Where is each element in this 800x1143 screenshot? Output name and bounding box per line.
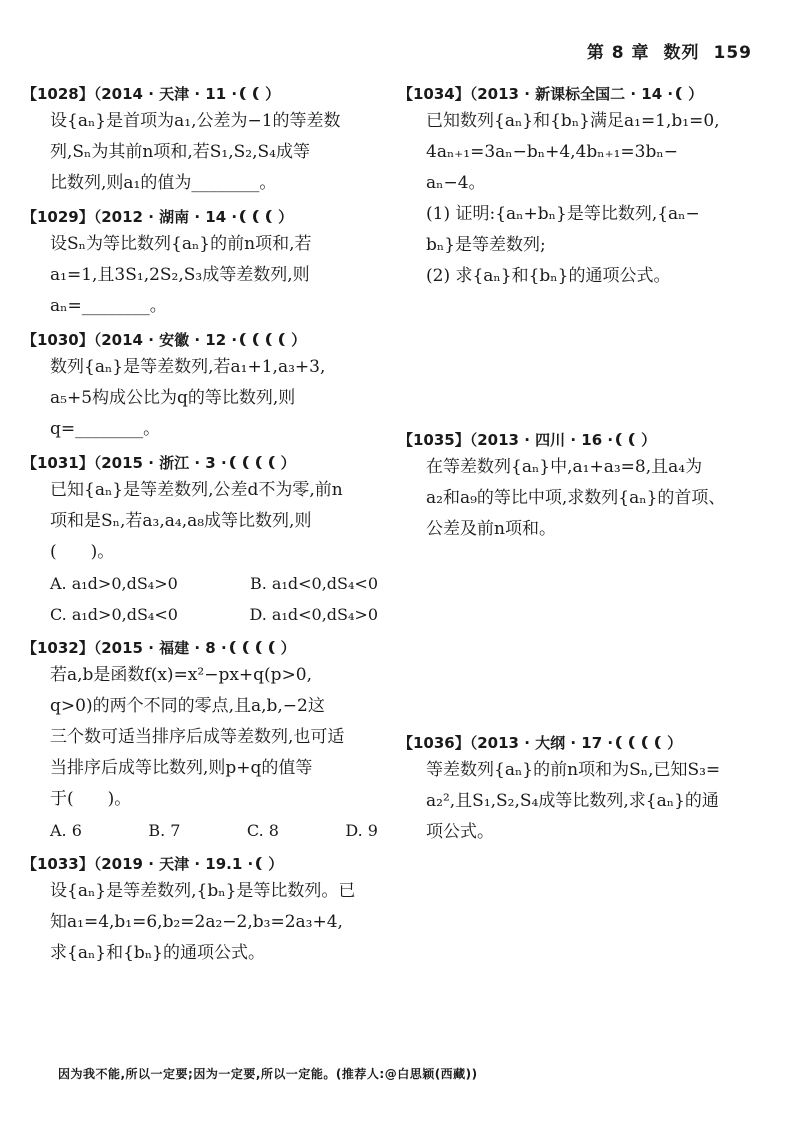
problem-text-line: 比数列,则a₁的值为________。 <box>50 173 277 193</box>
problem-text-line: 列,Sₙ为其前n项和,若S₁,S₂,S₄成等 <box>50 142 310 162</box>
answer-option: D. a₁d<0,dS₄>0 <box>249 605 378 624</box>
problem-1031 <box>22 451 382 630</box>
problem-1029 <box>22 205 382 322</box>
problem-body <box>398 106 768 292</box>
page-header <box>587 38 752 63</box>
crescent-moon-icon <box>246 641 255 654</box>
crescent-moon-icon <box>256 87 265 100</box>
problem-text-line: (1) 证明:{aₙ+bₙ}是等比数列,{aₙ− <box>426 204 700 224</box>
difficulty-rating <box>239 328 291 352</box>
heading-close-paren: ） <box>667 734 683 752</box>
problem-text-line: 设{aₙ}是首项为a₁,公差为−1的等差数 <box>50 111 341 131</box>
problem-text-line: 数列{aₙ}是等差数列,若a₁+1,a₃+3, <box>50 357 326 377</box>
problem-text-line: 项和是Sₙ,若a₃,a₄,a₈成等比数列,则 <box>50 511 312 531</box>
problem-heading <box>398 428 768 452</box>
problem-source: 【1030】（2014 · 安徽 · 12 · <box>22 331 238 349</box>
answer-option: A. 6 <box>50 821 82 840</box>
heading-close-paren: ） <box>291 331 307 349</box>
heading-close-paren: ） <box>265 85 281 103</box>
problem-source: 【1028】（2014 · 天津 · 11 · <box>22 85 238 103</box>
problem-body <box>398 452 768 545</box>
problem-text-line: 公差及前n项和。 <box>426 519 556 539</box>
problem-heading <box>22 205 382 229</box>
problem-text-line: q>0)的两个不同的零点,且a,b,−2这 <box>50 696 325 716</box>
problem-text-line: 求{aₙ}和{bₙ}的通项公式。 <box>50 943 265 963</box>
problem-1036 <box>398 731 768 848</box>
problem-text-line: bₙ}是等差数列; <box>426 235 546 255</box>
problem-text-line: a₅+5构成公比为q的等比数列,则 <box>50 388 296 408</box>
problem-source: 【1033】（2019 · 天津 · 19.1 · <box>22 855 254 873</box>
problem-source: 【1035】（2013 · 四川 · 16 · <box>398 431 614 449</box>
crescent-moon-icon <box>256 333 265 346</box>
crescent-moon-icon <box>645 736 654 749</box>
problem-1033 <box>22 852 382 969</box>
problem-1028 <box>22 82 382 199</box>
problem-1034 <box>398 82 768 292</box>
heading-close-paren: ） <box>278 208 294 226</box>
problem-source: 【1034】（2013 · 新课标全国二 · 14 · <box>398 85 674 103</box>
heading-close-paren: ） <box>280 454 296 472</box>
left-column <box>22 82 382 975</box>
problem-text-line: (2) 求{aₙ}和{bₙ}的通项公式。 <box>426 266 671 286</box>
crescent-moon-icon <box>243 333 252 346</box>
crescent-moon-icon <box>619 433 628 446</box>
answer-options <box>50 599 382 630</box>
heading-close-paren: ） <box>688 85 704 103</box>
difficulty-rating <box>615 731 667 755</box>
problem-heading <box>22 82 382 106</box>
problem-body <box>22 229 382 322</box>
problem-source: 【1031】（2015 · 浙江 · 3 · <box>22 454 227 472</box>
answer-option: C. 8 <box>246 821 279 840</box>
crescent-moon-icon <box>632 433 641 446</box>
problem-1032 <box>22 636 382 846</box>
problem-body <box>22 352 382 445</box>
answer-space <box>398 298 768 428</box>
problem-heading <box>398 731 768 755</box>
problem-text-line: 4aₙ₊₁=3aₙ−bₙ+4,4bₙ₊₁=3bₙ− <box>426 142 678 162</box>
problem-heading <box>22 852 382 876</box>
difficulty-rating <box>229 636 281 660</box>
answer-option: A. a₁d>0,dS₄>0 <box>50 574 178 593</box>
difficulty-rating <box>255 852 268 876</box>
answer-options <box>50 815 382 846</box>
difficulty-rating <box>229 451 281 475</box>
crescent-moon-icon <box>243 87 252 100</box>
problem-1035 <box>398 428 768 545</box>
problem-text-line: ( )。 <box>50 542 115 562</box>
problem-body <box>22 660 382 846</box>
problem-text-line: 于( )。 <box>50 789 132 809</box>
problem-text-line: 已知{aₙ}是等差数列,公差d不为零,前n <box>50 480 343 500</box>
footer-motto: 因为我不能,所以一定要;因为一定要,所以一定能。(推荐人:@白思颖(西藏)) <box>58 1067 478 1081</box>
crescent-moon-icon <box>259 641 268 654</box>
crescent-moon-icon <box>259 456 268 469</box>
crescent-moon-icon <box>658 736 667 749</box>
problem-heading <box>22 328 382 352</box>
problem-text-line: 三个数可适当排序后成等差数列,也可适 <box>50 727 345 747</box>
problem-text-line: 当排序后成等比数列,则p+q的值等 <box>50 758 313 778</box>
chapter-title: 数列 <box>663 43 700 63</box>
answer-option: D. 9 <box>345 821 378 840</box>
problem-1030 <box>22 328 382 445</box>
problem-body <box>398 755 768 848</box>
problem-source: 【1036】（2013 · 大纲 · 17 · <box>398 734 614 752</box>
crescent-moon-icon <box>272 641 281 654</box>
crescent-moon-icon <box>679 87 688 100</box>
answer-option: B. 7 <box>148 821 181 840</box>
page-number: 159 <box>713 43 752 63</box>
problem-heading <box>22 636 382 660</box>
answer-option: B. a₁d<0,dS₄<0 <box>250 574 378 593</box>
problem-text-line: 知a₁=4,b₁=6,b₂=2a₂−2,b₃=2a₃+4, <box>50 912 343 932</box>
problem-body <box>22 475 382 630</box>
difficulty-rating <box>615 428 641 452</box>
problem-text-line: 等差数列{aₙ}的前n项和为Sₙ,已知S₃= <box>426 760 721 780</box>
problem-text-line: 设{aₙ}是等差数列,{bₙ}是等比数列。已 <box>50 881 356 901</box>
crescent-moon-icon <box>282 333 291 346</box>
problem-text-line: a₂²,且S₁,S₂,S₄成等比数列,求{aₙ}的通 <box>426 791 719 811</box>
crescent-moon-icon <box>269 210 278 223</box>
crescent-moon-icon <box>233 641 242 654</box>
problem-text-line: a₁=1,且3S₁,2S₂,S₃成等差数列,则 <box>50 265 310 285</box>
problem-text-line: a₂和a₉的等比中项,求数列{aₙ}的首项、 <box>426 488 726 508</box>
problem-text-line: aₙ−4。 <box>426 173 486 193</box>
problem-heading <box>22 451 382 475</box>
problem-body <box>22 106 382 199</box>
problem-source: 【1029】（2012 · 湖南 · 14 · <box>22 208 238 226</box>
problem-text-line: q=________。 <box>50 419 161 439</box>
chapter-label: 第 8 章 <box>586 43 650 63</box>
heading-close-paren: ） <box>268 855 284 873</box>
problem-source: 【1032】（2015 · 福建 · 8 · <box>22 639 227 657</box>
crescent-moon-icon <box>233 456 242 469</box>
difficulty-rating <box>675 82 688 106</box>
problem-body <box>22 876 382 969</box>
crescent-moon-icon <box>256 210 265 223</box>
crescent-moon-icon <box>243 210 252 223</box>
problem-text-line: aₙ=________。 <box>50 296 167 316</box>
difficulty-rating <box>239 82 265 106</box>
crescent-moon-icon <box>259 857 268 870</box>
heading-close-paren: ） <box>641 431 657 449</box>
answer-space <box>398 551 768 731</box>
problem-text-line: 在等差数列{aₙ}中,a₁+a₃=8,且a₄为 <box>426 457 703 477</box>
crescent-moon-icon <box>272 456 281 469</box>
crescent-moon-icon <box>632 736 641 749</box>
problem-text-line: 设Sₙ为等比数列{aₙ}的前n项和,若 <box>50 234 312 254</box>
crescent-moon-icon <box>619 736 628 749</box>
problem-text-line: 项公式。 <box>426 822 494 842</box>
problem-text-line: 已知数列{aₙ}和{bₙ}满足a₁=1,b₁=0, <box>426 111 720 131</box>
problem-text-line: 若a,b是函数f(x)=x²−px+q(p>0, <box>50 665 313 685</box>
right-column <box>398 82 768 854</box>
difficulty-rating <box>239 205 278 229</box>
problem-heading <box>398 82 768 106</box>
answer-option: C. a₁d>0,dS₄<0 <box>50 605 178 624</box>
heading-close-paren: ） <box>280 639 296 657</box>
crescent-moon-icon <box>246 456 255 469</box>
crescent-moon-icon <box>269 333 278 346</box>
answer-options <box>50 568 382 599</box>
